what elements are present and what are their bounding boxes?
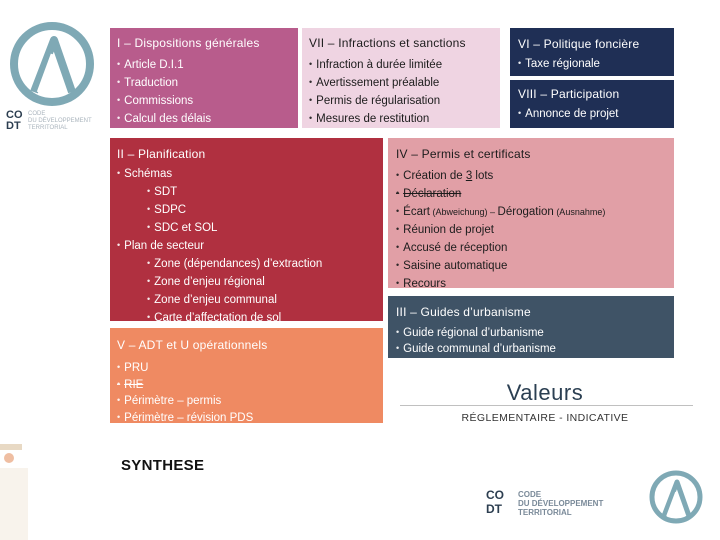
list-item: • Article D.I.1 [117,56,291,74]
list-item: • Permis de régularisation [309,92,493,110]
box-infractions-sanctions[interactable] [302,28,500,128]
list-item: • Plan de secteur [117,237,376,255]
box-participation-title: VIII – Participation [518,87,620,101]
logo-brand-bottom: DT [486,502,502,516]
valeurs-divider [400,405,693,406]
logo-brand-top: CO [6,109,23,121]
list-item [396,167,666,185]
item-text: Création de [403,170,466,182]
list-item: • Mesures de restitution [309,110,493,128]
valeurs-title: Valeurs [506,380,584,405]
logo-line1: CODE [28,111,46,117]
list-item: • SDT [117,183,376,201]
list-item: • SDPC [117,201,376,219]
list-item: • Accusé de réception [396,239,666,257]
list-item: • Zone (dépendances) d’extraction [117,255,376,273]
list-item: • Avertissement préalable [309,74,493,92]
box-dispositions-generales[interactable] [110,28,298,128]
logo-brand-bottom: DT [6,120,21,132]
box-planification[interactable] [110,138,383,324]
list-item: • Annonce de projet [518,105,666,123]
list-item: • Commissions [117,92,291,110]
item-text: Écart [403,206,430,218]
list-item: • Schémas [117,165,376,183]
list-item: • PRU [117,360,376,377]
box-permis-certificats-title: IV – Permis et certificats [396,147,531,161]
box-guides-urbanisme-title: III – Guides d’urbanisme [396,305,531,319]
list-item: • RIE [117,377,376,394]
list-item: • Zone d’enjeu communal [117,291,376,309]
box-permis-certificats[interactable] [388,138,674,288]
box-guides-urbanisme[interactable] [388,296,674,358]
synthese-link[interactable]: SYNTHESE [121,457,205,474]
box-adt-u-operationnels-title: V – ADT et U opérationnels [117,338,268,352]
codt-logo [6,14,98,138]
item-text: lots [472,170,494,182]
item-text: Dérogation [497,206,554,218]
list-item: • Recours [396,275,666,293]
box-politique-fonciere-title: VI – Politique foncière [518,37,640,51]
logo-line3: TERRITORIAL [518,508,572,517]
codt-emblem-icon [646,466,706,528]
box-adt-u-operationnels[interactable] [110,328,383,423]
codt-logo-footer [486,466,712,530]
list-item [396,203,666,221]
list-item: • Taxe régionale [518,55,666,73]
list-item: • Périmètre – permis [117,393,376,410]
list-item: • Guide communal d’urbanisme [396,341,666,357]
list-item: • Saisine automatique [396,257,666,275]
logo-line3: TERRITORIAL [28,125,68,131]
logo-line1: CODE [518,490,542,499]
list-item: • Infraction à durée limitée [309,56,493,74]
box-participation[interactable] [510,80,674,128]
list-item: • Déclaration [396,185,666,203]
valeurs-subtitle: RÉGLEMENTAIRE - INDICATIVE [461,412,629,424]
box-politique-fonciere[interactable] [510,28,674,76]
logo-line2: DU DÉVELOPPEMENT [28,118,92,124]
box-dispositions-generales-title: I – Dispositions générales [117,36,260,50]
list-item: • SDC et SOL [117,219,376,237]
logo-line2: DU DÉVELOPPEMENT [518,499,604,508]
list-item: • Calcul des délais [117,110,291,128]
item-text: (Abweichung) – [430,207,498,217]
lot-count: 3 [465,170,473,182]
list-item: • Périmètre – révision PDS [117,410,376,427]
list-item: • Carte d’affectation de sol [117,309,376,327]
list-item: • Traduction [117,74,291,92]
item-text: (Ausnahme) [553,207,606,217]
corner-decoration-icon [0,444,60,540]
box-planification-title: II – Planification [117,147,206,161]
list-item: • Réunion de projet [396,221,666,239]
logo-brand-top: CO [486,488,504,502]
list-item: • Zone d’enjeu régional [117,273,376,291]
list-item: • Guide régional d’urbanisme [396,325,666,341]
box-infractions-sanctions-title: VII – Infractions et sanctions [309,36,466,50]
